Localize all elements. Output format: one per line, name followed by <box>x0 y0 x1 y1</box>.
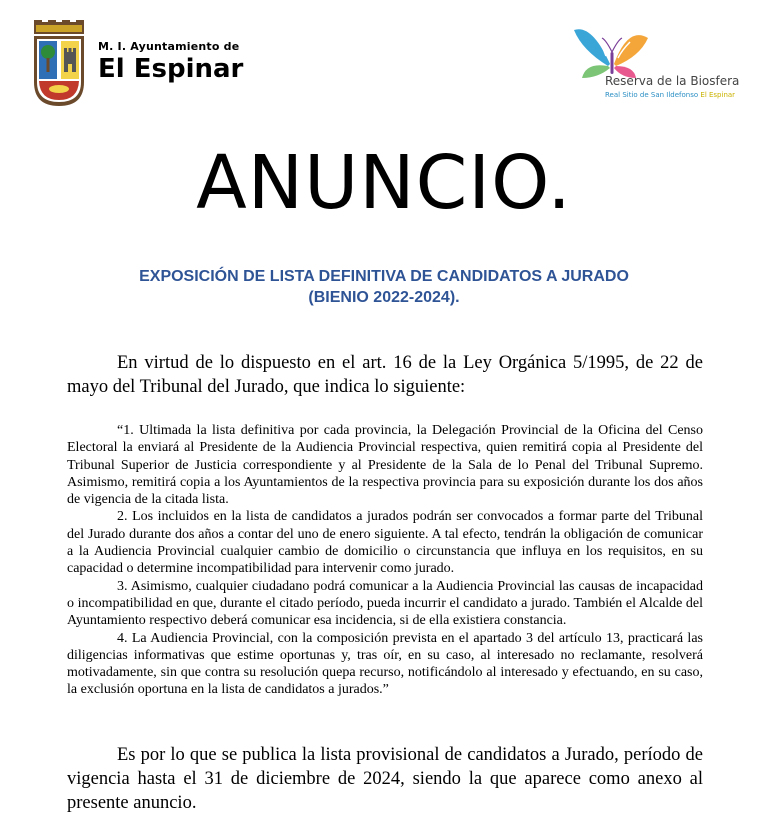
biosphere-reserve-name: Reserva de la Biosfera <box>605 74 740 88</box>
biosphere-reserve-subtitle <box>605 91 739 99</box>
municipality-label: M. I. Ayuntamiento de <box>98 40 240 53</box>
municipality-name: El Espinar <box>98 54 244 84</box>
document-title: ANUNCIO. <box>196 140 572 226</box>
quote-paragraph-3: 3. Asimismo, cualquier ciudadano podrá comunicar a la Audiencia Provincial las causas de incapacidad o incompatibilidad en que, durante el citado período, pueda incurrir el candidato a jurado. También el Alcalde del Ayuntamiento respectivo deberá comunicar esa incidencia, si de ella existiera constancia. <box>67 578 703 629</box>
closing-paragraph: Es por lo que se publica la lista provisional de candidatos a Jurado, período de vigencia hasta el 31 de diciembre de 2024, siendo la que aparece como anexo al presente anuncio. <box>67 745 703 813</box>
legal-quote <box>67 422 703 699</box>
quote-paragraph-1: “1. Ultimada la lista definitiva por cada provincia, la Delegación Provincial de la Oficina del Censo Electoral la enviará al Presidente de la Audiencia Provincial respectiva, quien remitirá copia al Presidente del Tribunal Superior de Justicia correspondiente y al Presidente de la Sala de lo Penal del Tribunal Supremo. Asimismo, remitirá copia a los Ayuntamientos de la respectiva provincia para su exposición durante los dos años de vigencia de la citada lista. <box>67 423 703 508</box>
coat-of-arms-logo <box>30 20 88 113</box>
page-header <box>0 0 768 120</box>
subtitle-line-2: (BIENIO 2022-2024). <box>308 289 460 306</box>
subtitle-line-1: EXPOSICIÓN DE LISTA DEFINITIVA DE CANDIDATOS A JURADO <box>139 268 629 285</box>
biosphere-sub-blue: Real Sitio de San Ildefonso <box>605 91 699 99</box>
quote-paragraph-2: 2. Los incluidos en la lista de candidatos a jurados podrán ser convocados a formar parte del Tribunal del Jurado durante dos años a contar del uno de enero siguiente. A tal efecto, tendrán la obligación de comunicar a la Audiencia Provincial cualquier cambio de domicilio o circunstancia que influya en los requisitos, en su capacidad o determine incompatibilidad para intervenir como jurado. <box>67 509 703 577</box>
municipality-name-block <box>98 40 243 83</box>
biosphere-sub-yellow: El Espinar <box>700 91 736 99</box>
intro-paragraph: En virtud de lo dispuesto en el art. 16 de la Ley Orgánica 5/1995, de 22 de mayo del Tribunal del Jurado, que indica lo siguiente: <box>67 353 703 397</box>
quote-paragraph-4: 4. La Audiencia Provincial, con la composición prevista en el apartado 3 del artículo 13, practicará las diligencias informativas que estime oportunas y, tras oír, en su caso, al interesado no reclamante, resolverá motivadamente, sin que contra su resolución quepa recurso, notificándolo al interesado y efectuando, en su caso, la exclusión oportuna en la lista de candidatos a jurados.” <box>67 630 703 698</box>
document-subtitle <box>60 266 708 308</box>
biosphere-reserve-block <box>605 74 739 99</box>
